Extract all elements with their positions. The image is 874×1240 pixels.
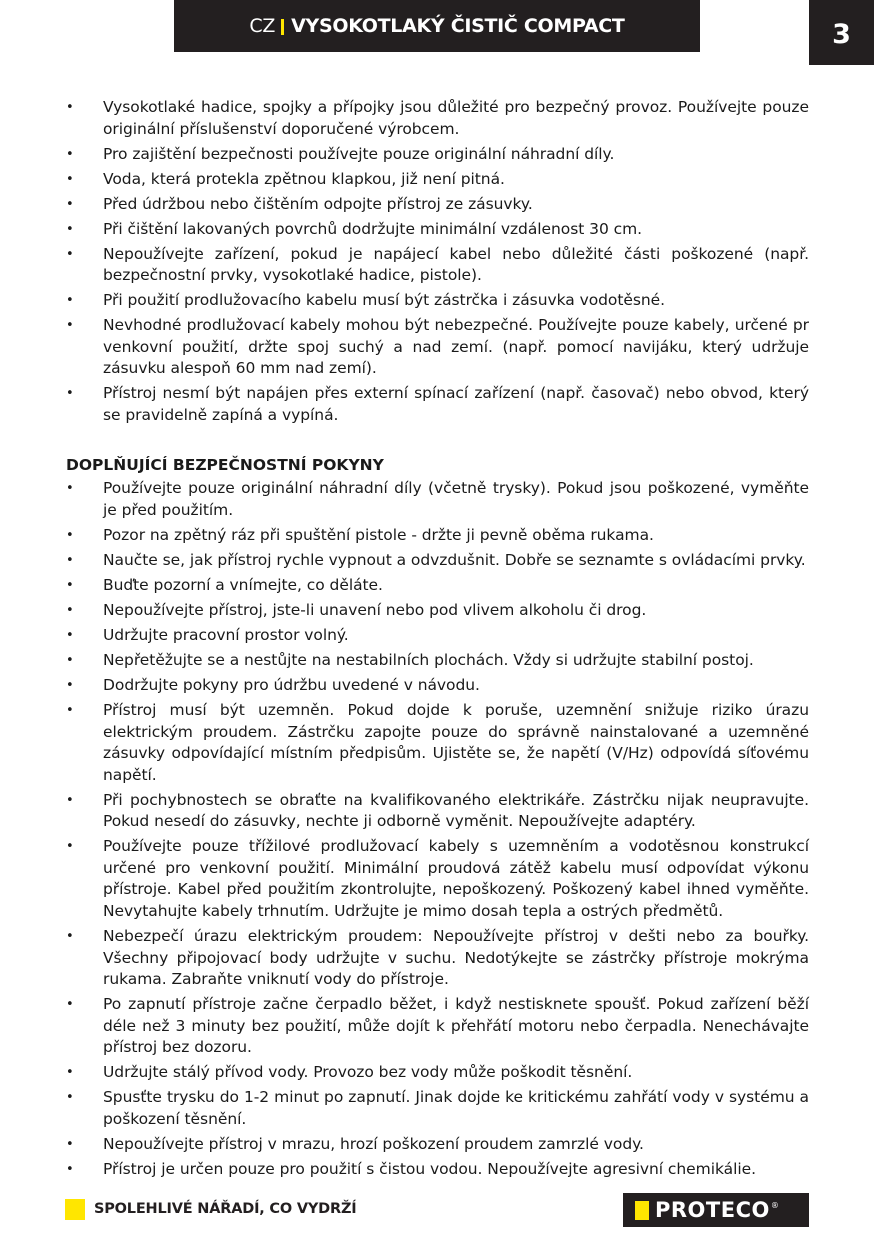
header-band <box>174 0 700 52</box>
bullet-icon: • <box>66 221 74 237</box>
list-item-text: Nevhodné prodlužovací kabely mohou být nebezpečné. Používejte pouze kabely, určené pr venkovní použití, držte spoj suchý a nad zemí. (např. pomocí navijáku, který udržuje zásuvku alespoň 60 mm nad zemí). <box>103 316 809 378</box>
list-item-text: Udržujte pracovní prostor volný. <box>103 625 349 644</box>
list-item-text: Nepoužívejte zařízení, pokud je napájecí kabel nebo důležité části poškozené (např. bezpečnostní prvky, vysokotlaké hadice, pistole). <box>103 244 809 285</box>
list-item <box>66 525 809 547</box>
list-item-text: Přístroj je určen pouze pro použití s čistou vodou. Nepoužívejte agresivní chemikálie. <box>103 1159 756 1178</box>
main-content <box>66 97 809 1184</box>
list-item-text: Používejte pouze třížilové prodlužovací kabely s uzemněním a vodotěsnou konstrukcí určené pro venkovní použití. Minimální proudová zátěž kabelu musí odpovídat výkonu přístroje. Kabel před použitím zkontrolujte, nepoškozený. Poškozený kabel ihned vyměňte. Nevytahujte kabely trhnutím. Udržujte je mimo dosah tepla a ostrých předmětů. <box>103 837 809 921</box>
list-item-text: Při čištění lakovaných povrchů dodržujte minimální vzdálenost 30 cm. <box>103 219 643 238</box>
list-item <box>66 1134 809 1156</box>
list-item <box>66 600 809 622</box>
logo-mark-icon <box>635 1201 649 1220</box>
list-item <box>66 478 809 521</box>
list-item-text: Před údržbou nebo čištěním odpojte přístroj ze zásuvky. <box>103 194 533 213</box>
bullet-icon: • <box>66 553 74 568</box>
list-item <box>66 575 809 597</box>
list-item-text: Nepoužívejte přístroj, jste-li unavení nebo pod vlivem alkoholu či drog. <box>103 600 647 619</box>
bullet-icon: • <box>66 318 74 334</box>
list-item <box>66 144 809 166</box>
list-item-text: Pozor na zpětný ráz při spuštění pistole - držte ji pevně oběma rukama. <box>103 526 654 545</box>
list-item <box>66 315 809 380</box>
page-number: 3 <box>809 0 874 65</box>
language-code: CZ <box>249 15 276 37</box>
list-item <box>66 1159 809 1181</box>
bullet-icon: • <box>66 677 74 693</box>
list-item <box>66 290 809 312</box>
bullet-icon: • <box>66 1136 74 1152</box>
bullet-icon: • <box>66 602 74 618</box>
registered-mark: ® <box>770 1200 779 1210</box>
list-item <box>66 790 809 833</box>
footer-tagline: SPOLEHLIVÉ NÁŘADÍ, CO VYDRŽÍ <box>94 1201 357 1217</box>
list-item <box>66 169 809 191</box>
bullet-icon: • <box>66 293 74 309</box>
bullet-icon: • <box>66 196 74 212</box>
list-item <box>66 1062 809 1084</box>
bullet-icon: • <box>66 100 74 115</box>
bullet-icon: • <box>66 929 74 945</box>
list-item <box>66 675 809 697</box>
list-item-text: Spusťte trysku do 1-2 minut po zapnutí. Jinak dojde ke kritickému zahřátí vody v systému a poškození těsnění. <box>103 1088 809 1128</box>
footer-yellow-square <box>65 1199 85 1220</box>
list-item-text: Voda, která protekla zpětnou klapkou, již není pitná. <box>103 169 505 188</box>
list-item <box>66 550 809 572</box>
bullet-icon: • <box>66 481 74 497</box>
bullet-icon: • <box>66 997 74 1013</box>
list-item <box>66 994 809 1059</box>
list-item-text: Přístroj musí být uzemněn. Pokud dojde k poruše, uzemnění snižuje riziko úrazu elektrickým proudem. Zástrčku zapojte pouze do správně nainstalované a uzemněné zásuvky odpovídající místním předpisům. Ujistěte se, že napětí (V/Hz) odpovídá síťovému napětí. <box>103 700 809 784</box>
list-item-text: Při pochybnostech se obraťte na kvalifikovaného elektrikáře. Zástrčku nijak neupravujte. Pokud nesedí do zásuvky, nechte ji odborně vyměnit. Nepoužívejte adaptéry. <box>103 790 809 831</box>
list-item-text: Udržujte stálý přívod vody. Provozo bez vody může poškodit těsnění. <box>103 1063 633 1082</box>
list-item-text: Přístroj nesmí být napájen přes externí spínací zařízení (např. časovač) nebo obvod, který se pravidelně zapíná a vypíná. <box>103 384 809 424</box>
list-item <box>66 926 809 991</box>
bullet-icon: • <box>66 1161 74 1177</box>
additional-safety-list <box>66 478 809 1180</box>
section-heading: DOPLŇUJÍCÍ BEZPEČNOSTNÍ POKYNY <box>66 456 384 475</box>
bullet-icon: • <box>66 246 74 262</box>
bullet-icon: • <box>66 702 74 718</box>
list-item-text: Nepřetěžujte se a nestůjte na nestabilních plochách. Vždy si udržujte stabilní postoj. <box>103 650 754 669</box>
list-item <box>66 700 809 786</box>
list-item-text: Nepoužívejte přístroj v mrazu, hrozí poškození proudem zamrzlé vody. <box>103 1134 644 1153</box>
bullet-icon: • <box>66 792 74 808</box>
list-item <box>66 836 809 922</box>
list-item-text: Při použití prodlužovacího kabelu musí být zástrčka i zásuvka vodotěsné. <box>103 291 666 310</box>
list-item-text: Používejte pouze originální náhradní díly (včetně trysky). Pokud jsou poškozené, vyměňte je před použitím. <box>103 479 809 520</box>
document-title: VYSOKOTLAKÝ ČISTIČ COMPACT <box>291 15 625 37</box>
bullet-icon: • <box>66 386 74 402</box>
list-item <box>66 383 809 426</box>
bullet-icon: • <box>66 1090 74 1106</box>
list-item <box>66 625 809 647</box>
bullet-icon: • <box>66 171 74 187</box>
bullet-icon: • <box>66 652 74 668</box>
list-item-text: Dodržujte pokyny pro údržbu uvedené v návodu. <box>103 675 480 694</box>
list-item <box>66 194 809 216</box>
list-item-text: Vysokotlaké hadice, spojky a přípojky jsou důležité pro bezpečný provoz. Používejte pouze originální příslušenství doporučené výrobcem. <box>103 98 809 138</box>
list-item-text: Naučte se, jak přístroj rychle vypnout a odvzdušnit. Dobře se seznamte s ovládacími prvky. <box>103 551 806 569</box>
bullet-icon: • <box>66 528 74 544</box>
logo-text: PROTECO <box>655 1198 770 1222</box>
list-item-text: Po zapnutí přístroje začne čerpadlo běžet, i když nestisknete spoušť. Pokud zařízení běží déle než 3 minuty bez použití, může dojít k přehřátí motoru nebo čerpadla. Nenechávajte přístroj bez dozoru. <box>103 995 809 1057</box>
list-item <box>66 1087 809 1130</box>
list-item <box>66 244 809 287</box>
bullet-icon: • <box>66 1065 74 1081</box>
list-item <box>66 97 809 140</box>
safety-list <box>66 97 809 426</box>
bullet-icon: • <box>66 839 74 855</box>
proteco-logo <box>623 1193 809 1227</box>
list-item-text: Buďte pozorní a vnímejte, co děláte. <box>103 575 383 594</box>
list-item <box>66 650 809 672</box>
bullet-icon: • <box>66 577 74 593</box>
list-item-text: Pro zajištění bezpečnosti používejte pouze originální náhradní díly. <box>103 144 615 163</box>
bullet-icon: • <box>66 146 74 162</box>
list-item-text: Nebezpečí úrazu elektrickým proudem: Nepoužívejte přístroj v dešti nebo za bouřky. Všechny připojovací body udržujte v suchu. Nedotýkejte se zástrčky přístroje mokrýma rukama. Zabraňte vniknutí vody do přístroje. <box>103 927 809 989</box>
list-item <box>66 219 809 241</box>
header-separator <box>281 19 284 35</box>
bullet-icon: • <box>66 627 74 643</box>
